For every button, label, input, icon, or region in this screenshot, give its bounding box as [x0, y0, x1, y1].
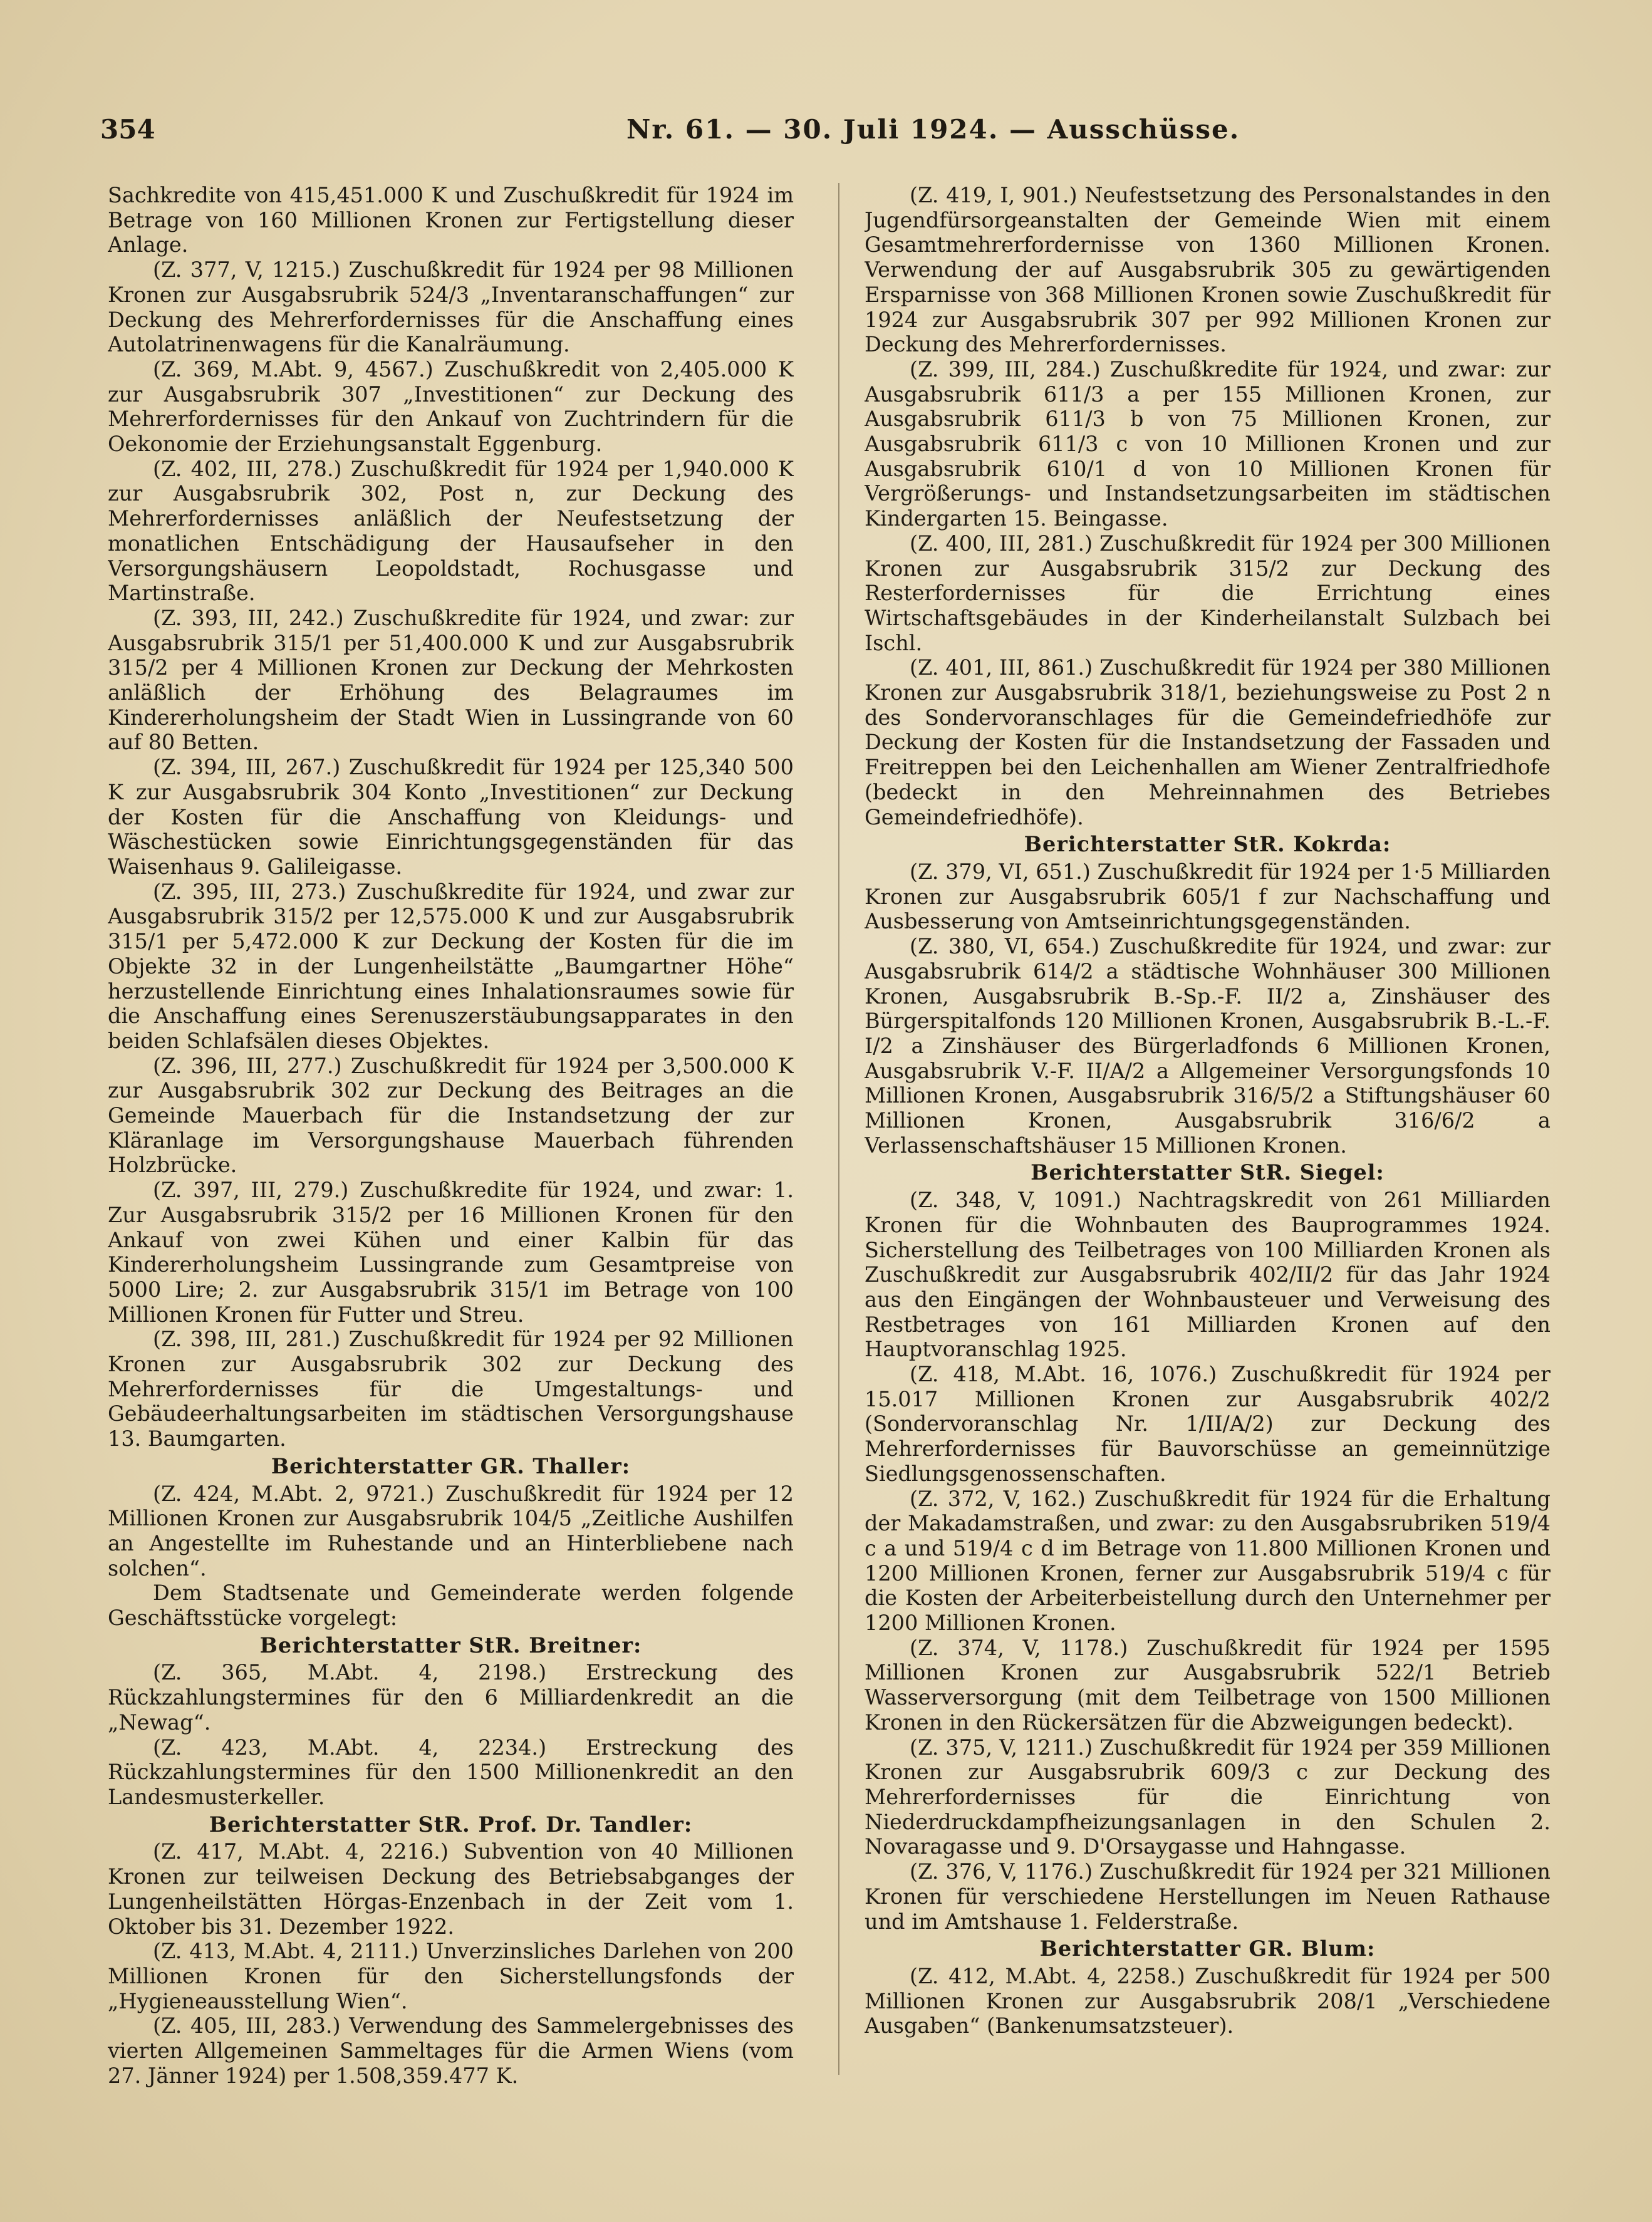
paragraph: (Z. 377, V, 1215.) Zuschußkredit für 1924 per 98 Millionen Kronen zur Ausgabsrubrik 524/3 „Inventaranschaffungen“ zur Deckung des Mehrerfordernisses für die Anschaffung eines Autolatrinenwagens für die Kanalräumung. — [108, 257, 794, 357]
paragraph: (Z. 424, M.Abt. 2, 9721.) Zuschußkredit für 1924 per 12 Millionen Kronen zur Ausgabsrubrik 104/5 „Zeitliche Aushilfen an Angestellte im Ruhestande und an Hinterbliebene nach solchen“. — [108, 1481, 794, 1581]
paragraph: (Z. 417, M.Abt. 4, 2216.) Subvention von 40 Millionen Kronen zur teilweisen Deckung des Betriebsabganges der Lungenheilstätten Hörgas-Enzenbach in der Zeit vom 1. Oktober bis 31. Dezember 1922. — [108, 1839, 794, 1939]
section-heading: Berichterstatter StR. Kokrda: — [1024, 832, 1391, 857]
paragraph: (Z. 379, VI, 651.) Zuschußkredit für 1924 per 1·5 Milliarden Kronen zur Ausgabsrubrik 605/1 f zur Nachschaffung und Ausbesserung von Amtseinrichtungsgegenständen. — [865, 859, 1551, 934]
paragraph: (Z. 395, III, 273.) Zuschußkredite für 1924, und zwar zur Ausgabsrubrik 315/2 per 12,575.000 K und zur Ausgabsrubrik 315/1 per 5,472.000 K zur Deckung der Kosten für die im Objekte 32 in der Lungenheilstätte „Baumgartner Höhe“ herzustellende Einrichtung eines Inhalationsraumes sowie für die Anschaffung eines Serenuszerstäubungsapparates in den beiden Schlafsälen dieses Objektes. — [108, 879, 794, 1053]
paragraph: (Z. 413, M.Abt. 4, 2111.) Unverzinsliches Darlehen von 200 Millionen Kronen für den Sicherstellungsfonds der „Hygieneausstellung Wien“. — [108, 1939, 794, 2013]
paragraph: (Z. 365, M.Abt. 4, 2198.) Erstreckung des Rückzahlungstermines für den 6 Milliardenkredit an die „Newag“. — [108, 1660, 794, 1735]
paragraph: (Z. 396, III, 277.) Zuschußkredit für 1924 per 3,500.000 K zur Ausgabsrubrik 302 zur Deckung des Beitrages an die Gemeinde Mauerbach für die Instandsetzung der zur Kläranlage im Versorgungshause Mauerbach führenden Holzbrücke. — [108, 1053, 794, 1178]
paragraph: (Z. 348, V, 1091.) Nachtragskredit von 261 Milliarden Kronen für die Wohnbauten des Bauprogrammes 1924. Sicherstellung des Teilbetrages von 100 Milliarden Kronen als Zuschußkredit zur Ausgabsrubrik 402/II/2 für das Jahr 1924 aus den Eingängen der Wohnbausteuer und Verweisung des Restbetrages von 161 Milliarden Kronen auf den Hauptvoranschlag 1925. — [865, 1188, 1551, 1362]
paragraph: (Z. 418, M.Abt. 16, 1076.) Zuschußkredit für 1924 per 15.017 Millionen Kronen zur Ausgabsrubrik 402/2 (Sondervoranschlag Nr. 1/II/A/2) zur Deckung des Mehrerfordernisses für Bauvorschüsse an gemeinnützige Siedlungsgenossenschaften. — [865, 1362, 1551, 1486]
page-number: 354 — [100, 114, 155, 145]
section-heading: Berichterstatter StR. Breitner: — [259, 1633, 642, 1658]
section-heading: Berichterstatter GR. Blum: — [1039, 1936, 1376, 1961]
paragraph: (Z. 412, M.Abt. 4, 2258.) Zuschußkredit für 1924 per 500 Millionen Kronen zur Ausgabsrubrik 208/1 „Verschiedene Ausgaben“ (Bankenumsatzsteuer). — [865, 1963, 1551, 2038]
paragraph: (Z. 419, I, 901.) Neufestsetzung des Personalstandes in den Jugendfürsorgeanstalten der Gemeinde Wien mit einem Gesamtmehrerfordernisse von 1360 Millionen Kronen. Verwendung der auf Ausgabsrubrik 305 zu gewärtigenden Ersparnisse von 368 Millionen Kronen sowie Zuschußkredit für 1924 zur Ausgabsrubrik 307 per 992 Millionen Kronen zur Deckung des Mehrerfordernisses. — [865, 183, 1551, 357]
paragraph: Sachkredite von 415,451.000 K und Zuschußkredit für 1924 im Betrage von 160 Millionen Kronen zur Fertigstellung dieser Anlage. — [108, 183, 794, 257]
paragraph: (Z. 369, M.Abt. 9, 4567.) Zuschußkredit von 2,405.000 K zur Ausgabsrubrik 307 „Investitionen“ zur Deckung des Mehrerfordernisses für den Ankauf von Zuchtrindern für die Oekonomie der Erziehungsanstalt Eggenburg. — [108, 356, 794, 457]
section-heading: Berichterstatter StR. Siegel: — [1031, 1160, 1384, 1185]
paragraph: (Z. 399, III, 284.) Zuschußkredite für 1924, und zwar: zur Ausgabsrubrik 611/3 a per 155 Millionen Kronen, zur Ausgabsrubrik 611/3 b von 75 Millionen Kronen, zur Ausgabsrubrik 611/3 c von 10 Millionen Kronen und zur Ausgabsrubrik 610/1 d von 10 Millionen Kronen für Vergrößerungs- und Instandsetzungsarbeiten im städtischen Kindergarten 15. Beingasse. — [865, 356, 1551, 531]
section-heading: Berichterstatter GR. Thaller: — [271, 1453, 631, 1478]
paragraph: (Z. 374, V, 1178.) Zuschußkredit für 1924 per 1595 Millionen Kronen zur Ausgabsrubrik 522/1 Betrieb Wasserversorgung (mit dem Teilbetrage von 1500 Millionen Kronen in den Rückersätzen für die Abzweigungen bedeckt). — [865, 1635, 1551, 1735]
running-head: Nr. 61. — 30. Juli 1924. — Ausschüsse. — [626, 114, 1240, 145]
left-column — [108, 183, 794, 2131]
paragraph: (Z. 423, M.Abt. 4, 2234.) Erstreckung des Rückzahlungstermines für den 1500 Millionenkredit an den Landesmusterkeller. — [108, 1735, 794, 1809]
paragraph: (Z. 400, III, 281.) Zuschußkredit für 1924 per 300 Millionen Kronen zur Ausgabsrubrik 315/2 zur Deckung des Resterfordernisses für die Errichtung eines Wirtschaftsgebäudes in der Kinderheilanstalt Sulzbach bei Ischl. — [865, 531, 1551, 655]
paragraph: (Z. 397, III, 279.) Zuschußkredite für 1924, und zwar: 1. Zur Ausgabsrubrik 315/2 per 16 Millionen Kronen für den Ankauf von zwei Kühen und einer Kalbin für das Kindererholungsheim Lussingrande zum Gesamtpreise von 5000 Lire; 2. zur Ausgabsrubrik 315/1 im Betrage von 100 Millionen Kronen für Futter und Streu. — [108, 1178, 794, 1327]
page-header — [94, 114, 1597, 152]
paragraph: (Z. 402, III, 278.) Zuschußkredit für 1924 per 1,940.000 K zur Ausgabsrubrik 302, Post n, zur Deckung des Mehrerfordernisses anläßlich der Neufestsetzung der monatlichen Entschädigung der Hausaufseher in den Versorgungshäusern Leopoldstadt, Rochusgasse und Martinstraße. — [108, 456, 794, 606]
paragraph: (Z. 405, III, 283.) Verwendung des Sammelergebnisses des vierten Allgemeinen Sammeltages für die Armen Wiens (vom 27. Jänner 1924) per 1.508,359.477 K. — [108, 2013, 794, 2088]
paragraph: (Z. 401, III, 861.) Zuschußkredit für 1924 per 380 Millionen Kronen zur Ausgabsrubrik 318/1, beziehungsweise zu Post 2 n des Sondervoranschlages für die Gemeindefriedhöfe zur Deckung der Kosten für die Instandsetzung der Fassaden und Freitreppen bei den Leichenhallen am Wiener Zentralfriedhofe (bedeckt in den Mehreinnahmen des Betriebes Gemeindefriedhöfe). — [865, 655, 1551, 829]
paragraph: (Z. 375, V, 1211.) Zuschußkredit für 1924 per 359 Millionen Kronen zur Ausgabsrubrik 609/3 c zur Deckung des Mehrerfordernisses für die Einrichtung von Niederdruckdampfheizungsanlagen in den Schulen 2. Novaragasse und 9. D'Orsaygasse und Hahngasse. — [865, 1735, 1551, 1859]
right-column — [865, 183, 1551, 2131]
section-heading: Berichterstatter StR. Prof. Dr. Tandler: — [209, 1812, 693, 1837]
paragraph: (Z. 376, V, 1176.) Zuschußkredit für 1924 per 321 Millionen Kronen für verschiedene Herstellungen im Neuen Rathause und im Amtshause 1. Felderstraße. — [865, 1859, 1551, 1934]
paragraph: (Z. 393, III, 242.) Zuschußkredite für 1924, und zwar: zur Ausgabsrubrik 315/1 per 51,400.000 K und zur Ausgabsrubrik 315/2 per 4 Millionen Kronen zur Deckung der Mehrkosten anläßlich der Erhöhung des Belagraumes im Kindererholungsheim der Stadt Wien in Lussingrande von 60 auf 80 Betten. — [108, 605, 794, 755]
column-divider — [838, 183, 839, 2075]
paragraph: (Z. 398, III, 281.) Zuschußkredit für 1924 per 92 Millionen Kronen zur Ausgabsrubrik 302 zur Deckung des Mehrerfordernisses für die Umgestaltungs- und Gebäudeerhaltungsarbeiten im städtischen Versorgungshause 13. Baumgarten. — [108, 1327, 794, 1451]
paragraph: (Z. 380, VI, 654.) Zuschußkredite für 1924, und zwar: zur Ausgabsrubrik 614/2 a städtische Wohnhäuser 300 Millionen Kronen, Ausgabsrubrik B.-Sp.-F. II/2 a, Zinshäuser des Bürgerspitalfonds 120 Millionen Kronen, Ausgabsrubrik B.-L.-F. I/2 a Zinshäuser des Bürgerladfonds 6 Millionen Kronen, Ausgabsrubrik V.-F. II/A/2 a Allgemeiner Versorgungsfonds 10 Millionen Kronen, Ausgabsrubrik 316/5/2 a Stiftungshäuser 60 Millionen Kronen, Ausgabsrubrik 316/6/2 a Verlassenschaftshäuser 15 Millionen Kronen. — [865, 934, 1551, 1158]
paragraph: Dem Stadtsenate und Gemeinderate werden folgende Geschäftsstücke vorgelegt: — [108, 1581, 794, 1631]
paragraph: (Z. 372, V, 162.) Zuschußkredit für 1924 für die Erhaltung der Makadamstraßen, und zwar: zu den Ausgabsrubriken 519/4 c a und 519/4 c d im Betrage von 11.800 Millionen Kronen und 1200 Millionen Kronen, ferner zur Ausgabsrubrik 519/4 c für die Kosten der Arbeiterbeistellung durch den Unternehmer per 1200 Millionen Kronen. — [865, 1486, 1551, 1636]
paragraph: (Z. 394, III, 267.) Zuschußkredit für 1924 per 125,340 500 K zur Ausgabsrubrik 304 Konto „Investitionen“ zur Deckung der Kosten für die Anschaffung von Kleidungs- und Wäschestücken sowie Einrichtungsgegenständen für das Waisenhaus 9. Galileigasse. — [108, 755, 794, 879]
